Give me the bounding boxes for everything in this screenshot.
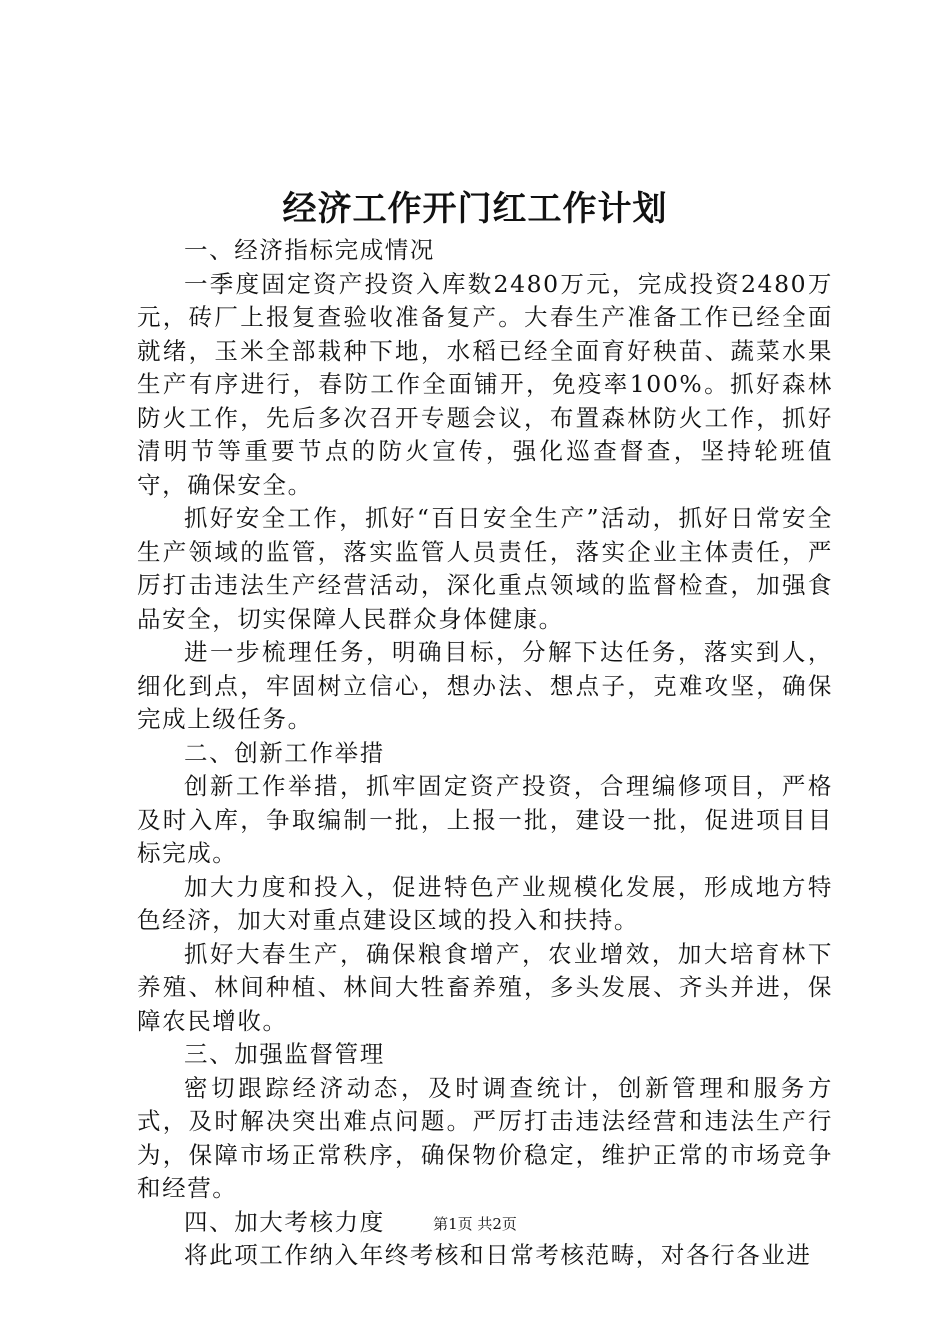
paragraph: 进一步梳理任务，明确目标，分解下达任务，落实到人，细化到点，牢固树立信心，想办法、想点子，克难攻坚，确保完成上级任务。 — [137, 638, 833, 733]
paragraph: 加大力度和投入，促进特色产业规模化发展，形成地方特色经济，加大对重点建设区域的投入和扶持。 — [137, 872, 833, 934]
section-heading-4: 四、加大考核力度 — [184, 1207, 385, 1236]
paragraph: 抓好安全工作，抓好“百日安全生产”活动，抓好日常安全生产领域的监管，落实监管人员责任，落实企业主体责任，严厉打击违法生产经营活动，深化重点领域的监督检查，加强食品安全，切实保障人民群众身体健康。 — [137, 504, 833, 633]
document-body — [137, 234, 833, 1273]
section-heading-1: 一、经济指标完成情况 — [184, 236, 435, 264]
paragraph: 将此项工作纳入年终考核和日常考核范畴，对各行各业进 — [184, 1241, 812, 1269]
document-title: 经济工作开门红工作计划 — [282, 189, 668, 229]
paragraph: 一季度固定资产投资入库数2480万元，完成投资2480万元，砖厂上报复查验收准备复产。大春生产准备工作已经全面就绪，玉米全部栽种下地，水稻已经全面育好秧苗、蔬菜水果生产有序进行，春防工作全面铺开，免疫率100%。抓好森林防火工作，先后多次召开专题会议，布置森林防火工作，抓好清明节等重要节点的防火宣传，强化巡查督查，坚持轮班值守，确保安全。 — [137, 269, 833, 499]
section-heading-3: 三、加强监督管理 — [184, 1040, 385, 1068]
paragraph: 密切跟踪经济动态，及时调查统计，创新管理和服务方式，及时解决突出难点问题。严厉打击违法经营和违法生产行为，保障市场正常秩序，确保物价稳定，维护正常的市场竞争和经营。 — [137, 1073, 833, 1202]
paragraph: 抓好大春生产，确保粮食增产，农业增效，加大培育林下养殖、林间种植、林间大牲畜养殖，多头发展、齐头并进，保障农民增收。 — [137, 939, 833, 1035]
paragraph: 创新工作举措，抓牢固定资产投资，合理编修项目，严格及时入库，争取编制一批，上报一批，建设一批，促进项目目标完成。 — [137, 772, 833, 867]
page-footer: 第1页 共2页 — [433, 1215, 517, 1233]
section-heading-2: 二、创新工作举措 — [184, 738, 385, 767]
